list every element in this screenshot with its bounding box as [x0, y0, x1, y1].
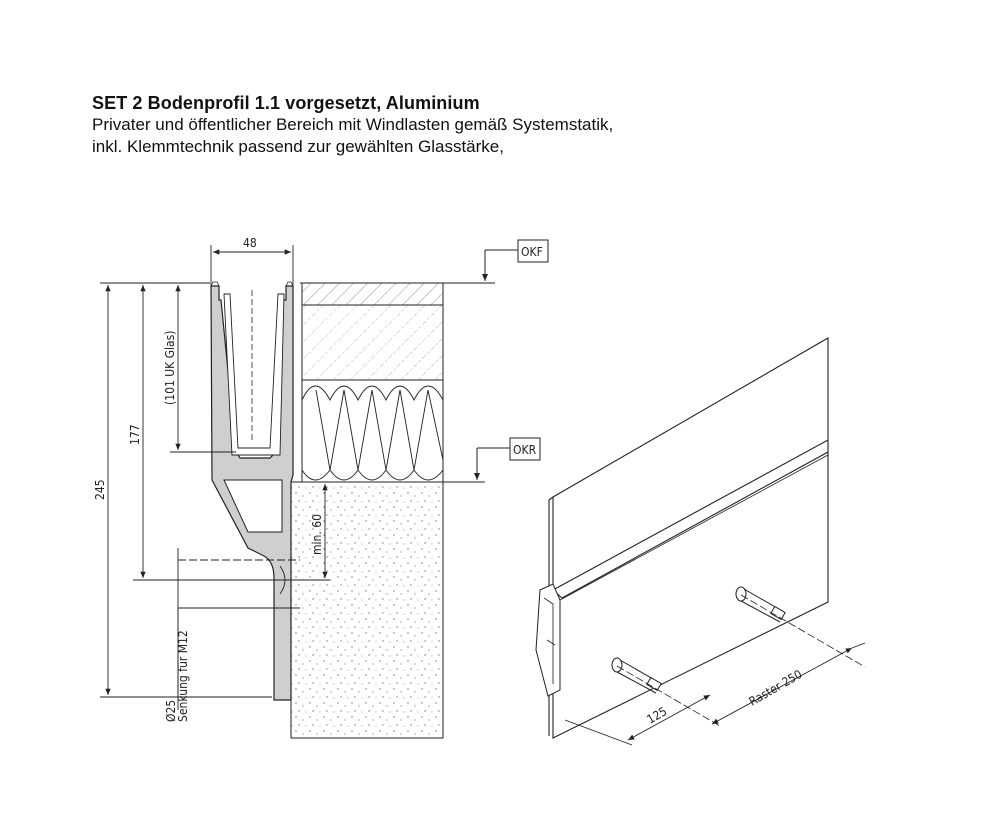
label-raster-250: Raster 250: [746, 667, 805, 709]
dim-width: [211, 245, 293, 285]
screed-layer: [302, 305, 443, 380]
description-line-2: inkl. Klemmtechnik passend zur gewählten Glasstärke,: [92, 137, 504, 156]
label-glass: (101 UK Glas): [163, 330, 177, 405]
label-d25: Ø25: [164, 699, 178, 722]
label-width-48: 48: [243, 236, 257, 250]
label-min60: min. 60: [310, 514, 324, 555]
perspective-view: [536, 338, 865, 745]
glass-channel: [224, 294, 284, 455]
label-177: 177: [128, 424, 142, 445]
product-title: SET 2 Bodenprofil 1.1 vorgesetzt, Aluminium: [92, 93, 480, 113]
okf-marker: [300, 240, 548, 283]
label-245: 245: [93, 479, 107, 500]
label-okf: OKF: [521, 245, 543, 259]
description-line-1: Privater und öffentlicher Bereich mit Windlasten gemäß Systemstatik,: [92, 115, 614, 134]
label-125: 125: [644, 704, 670, 727]
label-okr: OKR: [513, 443, 537, 457]
cross-section: [100, 240, 548, 738]
label-senkung: Senkung für M12: [176, 630, 190, 722]
floor-finish: [302, 283, 443, 305]
